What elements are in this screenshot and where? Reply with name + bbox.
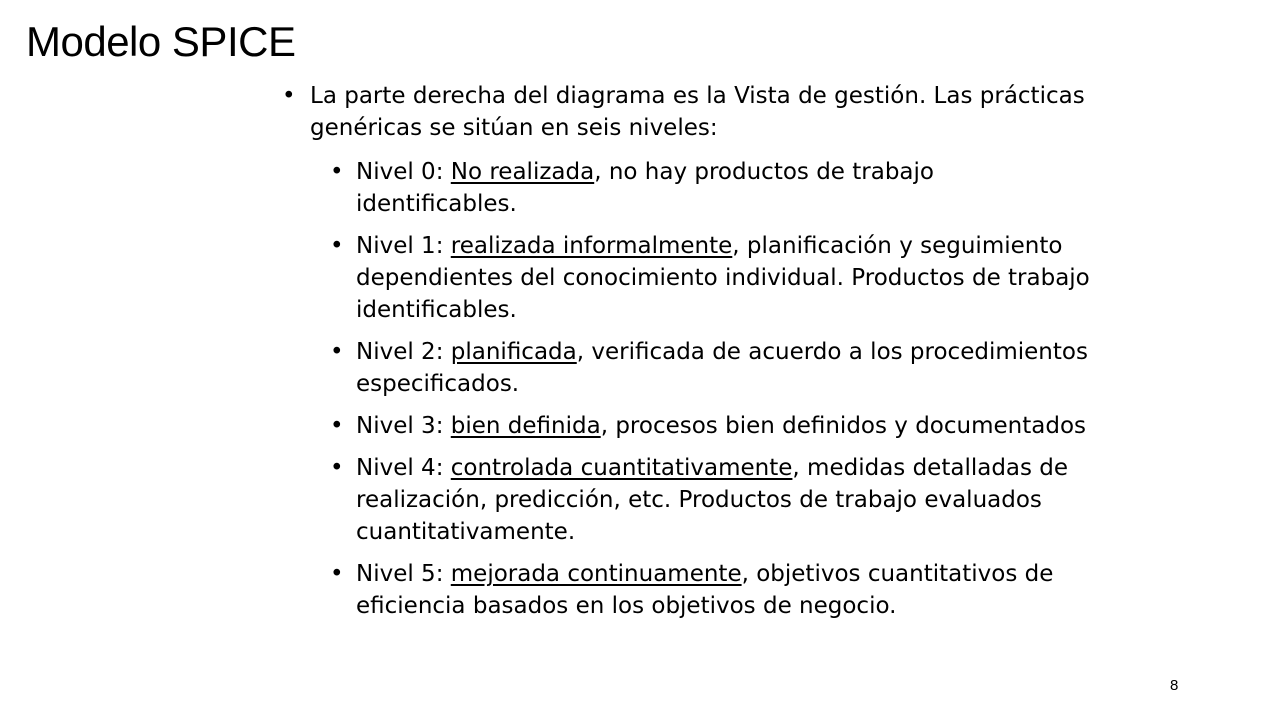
slide-content bbox=[282, 80, 1092, 622]
level-2-bullet bbox=[282, 336, 1092, 400]
page-number: 8 bbox=[1170, 677, 1179, 694]
level-0-prefix: Nivel 0: bbox=[356, 159, 451, 185]
level-0-term: No realizada bbox=[450, 159, 595, 185]
level-5-prefix: Nivel 5: bbox=[356, 561, 451, 587]
intro-bullet: • La parte derecha del diagrama es la Vista de gestión. Las prácticas genéricas se sitúan en seis niveles: bbox=[282, 80, 1092, 144]
level-2-description: , verificada de acuerdo a los procedimientos especificados. bbox=[356, 339, 1088, 397]
level-0-description: , no hay productos de trabajo identificables. bbox=[356, 159, 934, 217]
level-2-prefix: Nivel 2: bbox=[356, 339, 451, 365]
level-5-bullet bbox=[282, 558, 1092, 622]
level-3-term: bien definida bbox=[450, 413, 601, 439]
level-5-description: , objetivos cuantitativos de eficiencia basados en los objetivos de negocio. bbox=[356, 561, 1054, 619]
level-4-bullet bbox=[282, 452, 1092, 548]
level-4-prefix: Nivel 4: bbox=[356, 455, 451, 481]
level-0-bullet bbox=[282, 156, 1092, 220]
level-1-description: , planificación y seguimiento dependientes del conocimiento individual. Productos de trabajo identificables. bbox=[356, 233, 1090, 323]
level-2-term: planificada bbox=[450, 339, 577, 365]
level-3-bullet bbox=[282, 410, 1092, 442]
level-1-term: realizada informalmente bbox=[450, 233, 733, 259]
level-3-prefix: Nivel 3: bbox=[356, 413, 451, 439]
level-1-prefix: Nivel 1: bbox=[356, 233, 451, 259]
level-4-term: controlada cuantitativamente bbox=[450, 455, 793, 481]
level-4-description: , medidas detalladas de realización, predicción, etc. Productos de trabajo evaluados cuantitativamente. bbox=[356, 455, 1069, 545]
slide-title: Modelo SPICE bbox=[26, 18, 296, 65]
level-3-description: , procesos bien definidos y documentados bbox=[600, 413, 1087, 439]
level-5-term: mejorada continuamente bbox=[450, 561, 742, 587]
level-1-bullet bbox=[282, 230, 1092, 326]
